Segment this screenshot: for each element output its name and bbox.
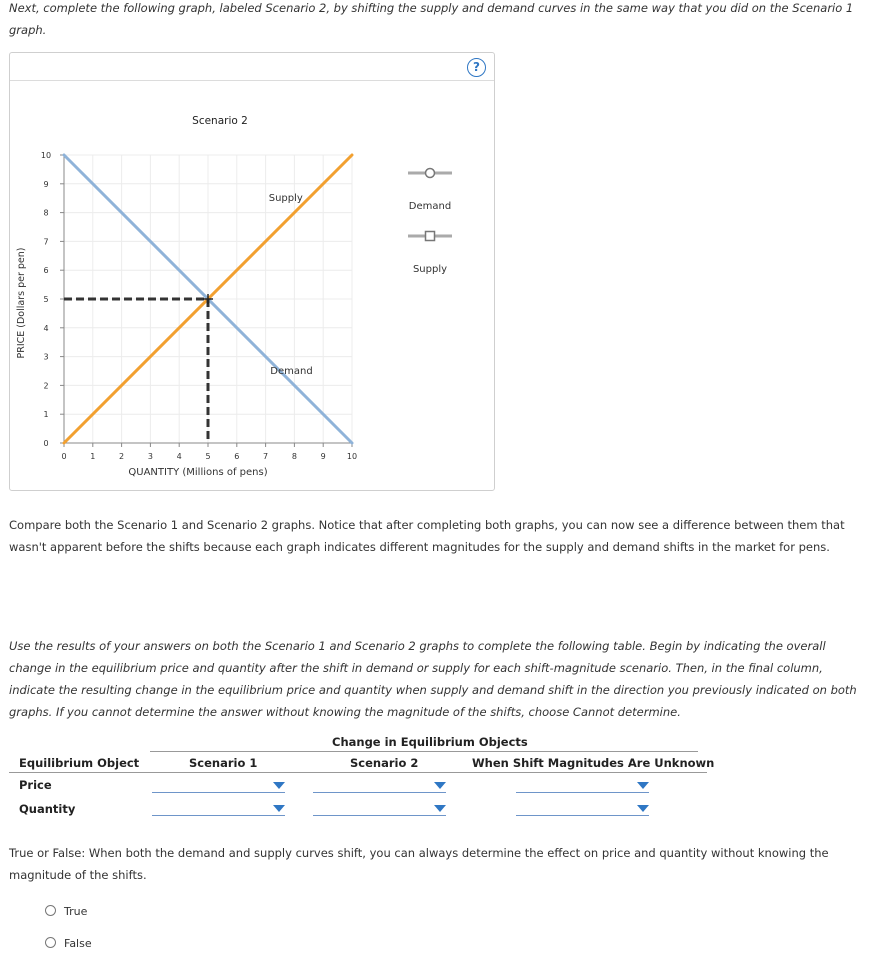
compare-paragraph: Compare both the Scenario 1 and Scenario 2 graphs. Notice that after completing both graphs, you can now see a difference between them that wasn't apparent before the shifts because each graph indicates different magnitudes for the supply and demand shifts in the market for pens. xyxy=(9,518,845,554)
circle-handle-icon xyxy=(426,169,435,178)
caret-down-icon xyxy=(434,782,446,789)
question-mark-icon[interactable]: ? xyxy=(467,58,486,77)
x-tick-label: 6 xyxy=(234,452,240,461)
x-tick-label: 9 xyxy=(320,452,326,461)
header-equilibrium-object: Equilibrium Object xyxy=(19,756,140,770)
row-label-quantity: Quantity xyxy=(19,802,76,816)
price-scenario-2-dropdown[interactable] xyxy=(313,779,446,793)
x-tick-label: 8 xyxy=(291,452,297,461)
y-tick-label: 3 xyxy=(43,352,49,362)
price-scenario-1-dropdown[interactable] xyxy=(152,779,285,793)
y-tick-label: 0 xyxy=(43,439,49,448)
false-label[interactable]: False xyxy=(64,937,92,950)
y-tick-label: 1 xyxy=(43,410,49,420)
x-tick-label: 2 xyxy=(119,452,125,461)
header-scenario-2: Scenario 2 xyxy=(350,756,419,770)
caret-down-icon xyxy=(273,782,285,789)
scenario-2-chart xyxy=(10,53,496,492)
x-tick-label: 10 xyxy=(346,452,358,461)
y-axis-label: PRICE (Dollars per pen) xyxy=(16,247,27,359)
y-tick-label: 5 xyxy=(43,295,49,304)
x-tick-label: 7 xyxy=(263,452,269,461)
square-handle-icon xyxy=(426,232,435,241)
header-rule xyxy=(9,772,707,773)
y-tick-label: 9 xyxy=(43,179,49,189)
y-tick-label: 10 xyxy=(40,151,52,160)
row-label-price: Price xyxy=(19,778,52,792)
intro-instructions: Next, complete the following graph, labeled Scenario 2, by shifting the supply and demand curves in the same way that you did on the Scenario 1 graph. xyxy=(9,1,854,37)
y-tick-label: 7 xyxy=(43,237,49,247)
caret-down-icon xyxy=(637,782,649,789)
y-tick-label: 2 xyxy=(43,381,49,391)
curve-label-demand: Demand xyxy=(270,365,313,377)
x-tick-label: 5 xyxy=(205,452,211,461)
table-instructions: Use the results of your answers on both the Scenario 1 and Scenario 2 graphs to complete the following table. Begin by indicating the overall change in the equilibrium price and quantity after the shift in demand or supply for each shift-magnitude scenario. Then, in the final column, indicate the resulting change in the equilibrium price and quantity when supply and demand shift in the direction you previously indicated on both graphs. If you cannot determine the answer without knowing the magnitude of the shifts, choose Cannot determine. xyxy=(9,639,857,719)
quantity-unknown-dropdown[interactable] xyxy=(516,802,649,816)
quantity-scenario-2-dropdown[interactable] xyxy=(313,802,446,816)
x-tick-label: 1 xyxy=(90,452,96,461)
y-tick-label: 8 xyxy=(43,208,49,218)
table-group-header: Change in Equilibrium Objects xyxy=(332,735,528,749)
graph-panel xyxy=(9,52,495,491)
y-tick-label: 6 xyxy=(43,266,49,276)
chart-title: Scenario 2 xyxy=(192,115,248,127)
supply-tool-label: Supply xyxy=(412,264,448,275)
header-unknown-magnitudes: When Shift Magnitudes Are Unknown xyxy=(472,756,715,770)
x-tick-label: 4 xyxy=(176,452,182,461)
price-unknown-dropdown[interactable] xyxy=(516,779,649,793)
caret-down-icon xyxy=(434,805,446,812)
true-label[interactable]: True xyxy=(64,905,88,918)
caret-down-icon xyxy=(273,805,285,812)
false-radio[interactable] xyxy=(45,937,56,948)
demand-tool-label: Demand xyxy=(408,201,452,212)
group-header-rule xyxy=(150,751,698,752)
curve-label-supply: Supply xyxy=(268,193,303,205)
y-tick-label: 4 xyxy=(43,323,49,333)
quantity-scenario-1-dropdown[interactable] xyxy=(152,802,285,816)
x-tick-label: 0 xyxy=(61,452,67,461)
header-scenario-1: Scenario 1 xyxy=(189,756,258,770)
x-tick-label: 3 xyxy=(147,452,153,461)
caret-down-icon xyxy=(637,805,649,812)
true-radio[interactable] xyxy=(45,905,56,916)
x-axis-label: QUANTITY (Millions of pens) xyxy=(128,467,268,478)
true-false-question: True or False: When both the demand and supply curves shift, you can always determine the effect on price and quantity without knowing the magnitude of the shifts. xyxy=(9,846,829,882)
